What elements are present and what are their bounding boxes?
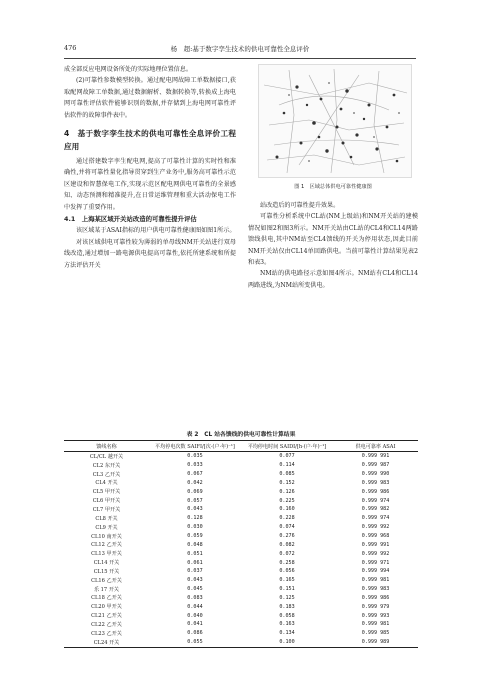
asai-cell: 0.999 974: [361, 497, 390, 504]
asai-cell: 0.999 985: [361, 630, 390, 637]
page-number: 476: [64, 44, 77, 52]
paragraph: (2)可靠性参数模型转换。通过配电网故障工单数据接口,获取配网故障工单数据,通过数据解析、数据转换等,转换成上海电网可靠性评估软件能够识别的数据,并存储到上海电网可靠性评估软件的故障事件表中。: [64, 77, 236, 119]
saifi-cell: 0.048: [187, 541, 203, 548]
saidi-cell: 0.134: [279, 630, 295, 637]
feeder-name-cell: CL3 乙开关: [92, 471, 121, 478]
saidi-cell: 0.165: [279, 577, 295, 584]
feeder-name-cell: CL5 甲开关: [92, 489, 121, 496]
paragraph: 通过搭建数字孪生配电网,提高了可靠性计算的实时性和准确性,并将可靠性量化指导贯穿到生产业务中,服务高可靠性示范区建设和智慧保电工作,实现示范区配电网供电可靠性的全景感知、动态预测和精准提升,在日常运维管理和重大活动保电工作中发挥了重要作用。: [64, 158, 236, 211]
table-row: [64, 549, 418, 558]
right-column: [248, 200, 418, 291]
feeder-name-cell: CL15 开关: [93, 568, 120, 575]
feeder-name-cell: CL7 甲开关: [92, 506, 121, 513]
saidi-cell: 0.225: [279, 497, 295, 504]
asai-cell: 0.999 992: [361, 524, 390, 531]
asai-cell: 0.999 983: [361, 586, 390, 593]
asai-cell: 0.999 979: [361, 603, 390, 610]
saifi-cell: 0.035: [187, 453, 203, 460]
paragraph: 站改造后的可靠性提升效果。: [260, 202, 340, 209]
feeder-name-cell: CL2 东开关: [92, 462, 121, 469]
saidi-cell: 0.163: [279, 621, 295, 628]
header-rule: [64, 58, 416, 59]
feeder-name-cell: CL12 乙开关: [91, 542, 122, 549]
saidi-cell: 0.160: [279, 506, 295, 513]
table-row: [64, 567, 418, 576]
column-header: 平均停电次数 SAIFI/[次·(户·年)⁻¹]: [149, 441, 241, 452]
asai-cell: 0.999 986: [361, 488, 390, 495]
saidi-cell: 0.126: [279, 488, 295, 495]
asai-cell: 0.999 994: [361, 568, 390, 575]
table-row: [64, 620, 418, 629]
table-row: [64, 452, 418, 461]
saifi-cell: 0.030: [187, 524, 203, 531]
saidi-cell: 0.074: [279, 524, 295, 531]
asai-cell: 0.999 989: [333, 638, 418, 647]
saidi-cell: 0.058: [279, 612, 295, 619]
feeder-name-cell: CL4 开关: [95, 480, 118, 487]
feeder-name-cell: CL/CL 越开关: [89, 453, 124, 460]
saifi-cell: 0.037: [187, 568, 203, 575]
feeder-name-cell: CL20 甲开关: [91, 604, 122, 611]
table-row: [64, 585, 418, 594]
paragraph: 对该区域供电可靠性较为薄弱的单母线NM开关站进行双母线改造,通过增加一路电源供电提高可靠性,依托所建系统和所提方法评估开关: [64, 238, 236, 269]
saidi-cell: 0.082: [279, 541, 295, 548]
feeder-name-cell: CL24 开关: [64, 638, 149, 647]
feeder-name-cell: CL10 南开关: [91, 533, 122, 540]
paragraph: 该区域某于ASAI指标的用户供电可靠性健康图如图1所示。: [76, 227, 236, 235]
asai-cell: 0.999 992: [361, 550, 390, 557]
feeder-name-cell: CL6 甲开关: [92, 498, 121, 505]
saifi-cell: 0.083: [187, 594, 203, 601]
paragraph: 可靠性分析系统中CL站(NM上级站)和NM开关站的建模情况如图2和图3所示。NM开关站由CL站的CL4和CL14两路馈线供电,其中NM站至CL4馈线的开关为停用状态,因此目前NM开关站仅由CL14单回路供电。当前可靠性计算结果见表2和表3。: [248, 213, 418, 267]
table-row: [64, 505, 418, 514]
column-header: 平均停电时间 SAIDI/[h·(户·年)⁻¹]: [241, 441, 333, 452]
asai-cell: 0.999 986: [361, 594, 390, 601]
running-header: [64, 44, 416, 56]
feeder-name-cell: CL16 乙开关: [91, 577, 122, 584]
paragraph: 成全部反应电网设备所处的实际地理位置信息。: [64, 66, 192, 73]
saidi-cell: 0.151: [279, 586, 295, 593]
asai-cell: 0.999 990: [361, 471, 390, 478]
saifi-cell: 0.057: [187, 497, 203, 504]
table-row: [64, 496, 418, 505]
column-header: 馈线名称: [64, 441, 149, 452]
saifi-cell: 0.044: [187, 603, 203, 610]
table-row: [64, 594, 418, 603]
asai-cell: 0.999 981: [361, 621, 390, 628]
table-row: [64, 470, 418, 479]
saifi-cell: 0.051: [187, 550, 203, 557]
left-column: [64, 64, 236, 271]
saidi-cell: 0.183: [279, 603, 295, 610]
table-row: [64, 576, 418, 585]
saifi-cell: 0.069: [187, 488, 203, 495]
saifi-cell: 0.128: [187, 515, 203, 522]
asai-cell: 0.999 968: [361, 533, 390, 540]
saifi-cell: 0.086: [187, 630, 203, 637]
section-4-heading: 4 基于数字孪生技术的供电可靠性全息评价工程应用: [64, 129, 236, 152]
table-row: [64, 461, 418, 470]
feeder-name-cell: CL13 甲开关: [91, 551, 122, 558]
asai-cell: 0.999 981: [361, 577, 390, 584]
asai-cell: 0.999 993: [361, 612, 390, 619]
asai-cell: 0.999 991: [361, 453, 390, 460]
saifi-cell: 0.042: [187, 479, 203, 486]
table-caption: 表 2 CL 站各馈线的供电可靠性计算结果: [186, 432, 296, 438]
saidi-cell: 0.056: [279, 568, 295, 575]
feeder-name-cell: CL23 乙开关: [91, 630, 122, 637]
saidi-cell: 0.258: [279, 559, 295, 566]
saifi-cell: 0.045: [187, 586, 203, 593]
saifi-cell: 0.041: [187, 621, 203, 628]
figure-caption: 图 1 区域总体供电可靠性健康图: [294, 184, 372, 190]
table-row: [64, 487, 418, 496]
asai-cell: 0.999 991: [361, 541, 390, 548]
saidi-cell: 0.114: [279, 462, 295, 469]
running-title: 杨 超:基于数字孪生技术的供电可靠性全息评价: [170, 45, 310, 53]
saidi-cell: 0.077: [279, 453, 295, 460]
saidi-cell: 0.276: [279, 533, 295, 540]
saidi-cell: 0.085: [279, 471, 295, 478]
asai-cell: 0.999 983: [361, 479, 390, 486]
feeder-name-cell: CL8 开关: [95, 515, 118, 522]
feeder-name-cell: 乐 17 开关: [93, 586, 119, 593]
saifi-cell: 0.059: [187, 533, 203, 540]
saidi-cell: 0.100: [241, 638, 333, 647]
section-4-1-heading: 4.1 上海某区域开关站改造的可靠性提升评估: [64, 215, 197, 224]
table-row: [64, 602, 418, 611]
feeder-name-cell: CL21 乙开关: [91, 613, 122, 620]
asai-cell: 0.999 987: [361, 462, 390, 469]
feeder-name-cell: CL22 乙开关: [91, 621, 122, 628]
column-header: 供电可靠率 ASAI: [333, 441, 418, 452]
saifi-cell: 0.043: [187, 577, 203, 584]
saifi-cell: 0.040: [187, 612, 203, 619]
saidi-cell: 0.152: [279, 479, 295, 486]
saidi-cell: 0.125: [279, 594, 295, 601]
table-row: [64, 532, 418, 541]
saifi-cell: 0.055: [149, 638, 241, 647]
table-row: [64, 514, 418, 523]
reliability-health-map: [258, 64, 412, 178]
table-row: [64, 523, 418, 532]
table-row: [64, 638, 418, 647]
feeder-name-cell: CL14 开关: [93, 560, 120, 567]
table-row: [64, 629, 418, 638]
paragraph: NM站的供电路径示意如图4所示。NM站有CL4和CL14两路进线,为NM站所变供电。: [248, 270, 418, 289]
feeder-reliability-table: [64, 440, 418, 648]
table-header-row: [64, 441, 418, 452]
asai-cell: 0.999 971: [361, 559, 390, 566]
table-row: [64, 540, 418, 549]
saifi-cell: 0.061: [187, 559, 203, 566]
feeder-name-cell: CL18 乙开关: [91, 595, 122, 602]
saifi-cell: 0.043: [187, 506, 203, 513]
asai-cell: 0.999 974: [361, 515, 390, 522]
table-row: [64, 611, 418, 620]
asai-cell: 0.999 982: [361, 506, 390, 513]
feeder-name-cell: CL9 开关: [95, 524, 118, 531]
saifi-cell: 0.033: [187, 462, 203, 469]
saifi-cell: 0.067: [187, 471, 203, 478]
table-row: [64, 479, 418, 488]
saidi-cell: 0.228: [279, 515, 295, 522]
table-row: [64, 558, 418, 567]
saidi-cell: 0.072: [279, 550, 295, 557]
